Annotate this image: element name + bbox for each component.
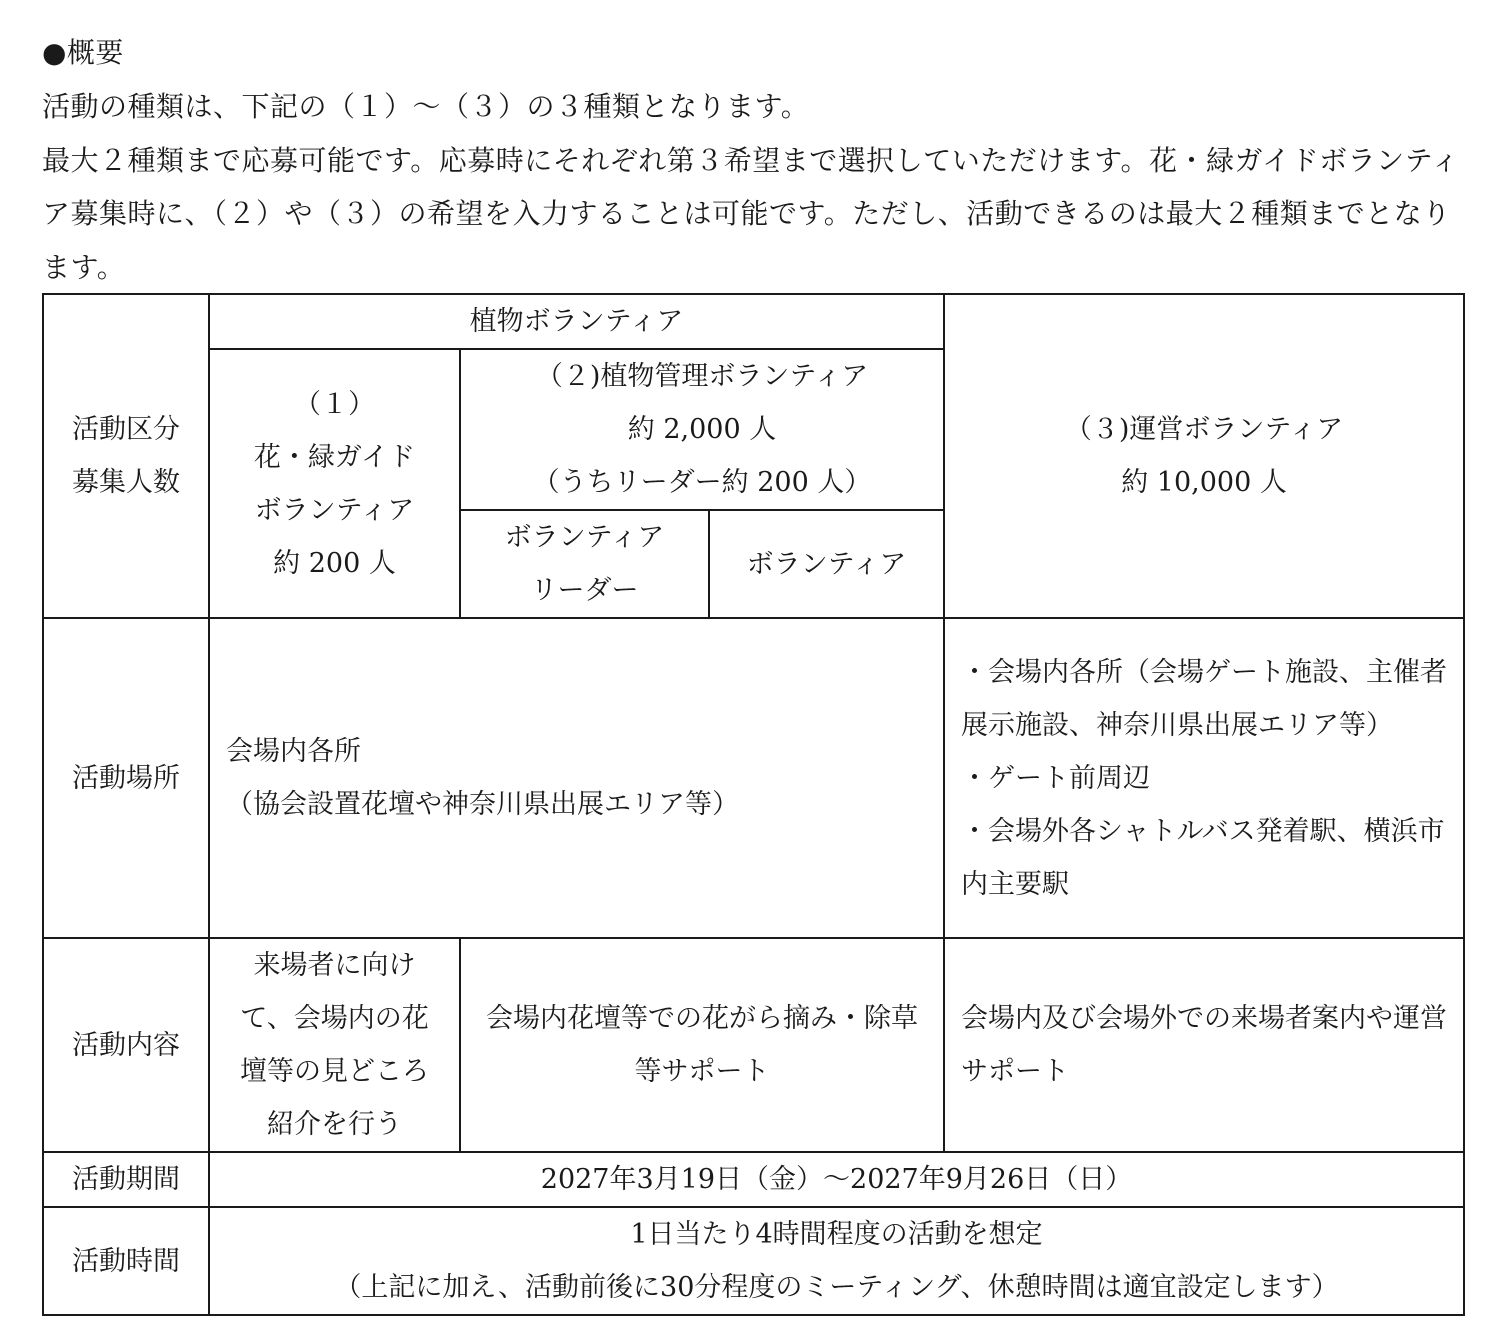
place-operations-item1: ・会場内各所（会場ゲート施設、主催者展示施設、神奈川県出展エリア等） [961,656,1448,741]
operations-volunteer-cell [944,294,1464,618]
content-plant-cell: 会場内花壇等での花がら摘み・除草等サポート [460,938,944,1152]
row-header-category-line2: 募集人数 [72,467,180,498]
place-plant-line1: 会場内各所 [226,736,361,767]
guide-count: 約 200 人 [273,547,396,579]
period-value: 2027年3月19日（金）～2027年9月26日（日） [209,1152,1464,1207]
guide-name-line2: ボランティア [254,494,415,526]
place-plant-line2: （協会設置花壇や神奈川県出展エリア等） [226,789,739,820]
place-operations-cell [944,618,1464,938]
operations-count: 約 10,000 人 [1121,467,1287,498]
overview-heading: ●概要 [42,36,124,69]
hours-line2: （上記に加え、活動前後に30分程度のミーティング、休憩時間は適宜設定します） [334,1272,1339,1303]
plant-mgmt-count: 約 2,000 人 [627,414,777,445]
operations-title: （３)運営ボランティア [1064,414,1344,445]
table-row [43,938,1464,1152]
sub-volunteer-cell: ボランティア [709,510,944,618]
hours-cell [209,1207,1464,1315]
guide-number: （１） [294,388,375,420]
sub-leader-cell [460,510,709,618]
guide-volunteer-cell [209,349,460,618]
guide-name-line1: 花・緑ガイド [253,441,416,473]
table-row [43,618,1464,938]
plant-mgmt-title: （２)植物管理ボランティア [535,361,869,392]
overview-paragraph: 最大２種類まで応募可能です。応募時にそれぞれ第３希望まで選択していただけます。花・緑ガイドボランティア募集時に、（２）や（３）の希望を入力することは可能です。ただし、活動できるのは最大２種類までとなります。 [42,143,1460,284]
plant-mgmt-leader-note: （うちリーダー約 200 人） [532,467,872,498]
sub-leader-line1: ボランティア [504,522,665,553]
sub-leader-line2: リーダー [530,575,639,606]
row-header-content: 活動内容 [43,938,209,1152]
table-row [43,1152,1464,1207]
place-plant-cell [209,618,944,938]
plant-volunteer-header: 植物ボランティア [209,294,944,349]
row-header-period: 活動期間 [43,1152,209,1207]
overview-line: 活動の種類は、下記の（１）～（３）の３種類となります。 [42,90,810,123]
plant-mgmt-cell [460,349,944,510]
overview-section [42,26,1462,294]
row-header-category-line1: 活動区分 [72,414,180,445]
place-operations-item2: ・ゲート前周辺 [961,762,1151,794]
table-row [43,1207,1464,1315]
place-operations-item3: ・会場外各シャトルバス発着駅、横浜市内主要駅 [961,815,1445,900]
row-header-hours: 活動時間 [43,1207,209,1315]
content-operations-cell: 会場内及び会場外での来場者案内や運営サポート [944,938,1464,1152]
row-header-place: 活動場所 [43,618,209,938]
volunteer-table [42,293,1465,1316]
content-guide-cell: 来場者に向けて、会場内の花壇等の見どころ紹介を行う [209,938,460,1152]
table-row [43,294,1464,349]
row-header-category [43,294,209,618]
hours-line1: 1日当たり4時間程度の活動を想定 [630,1219,1043,1250]
